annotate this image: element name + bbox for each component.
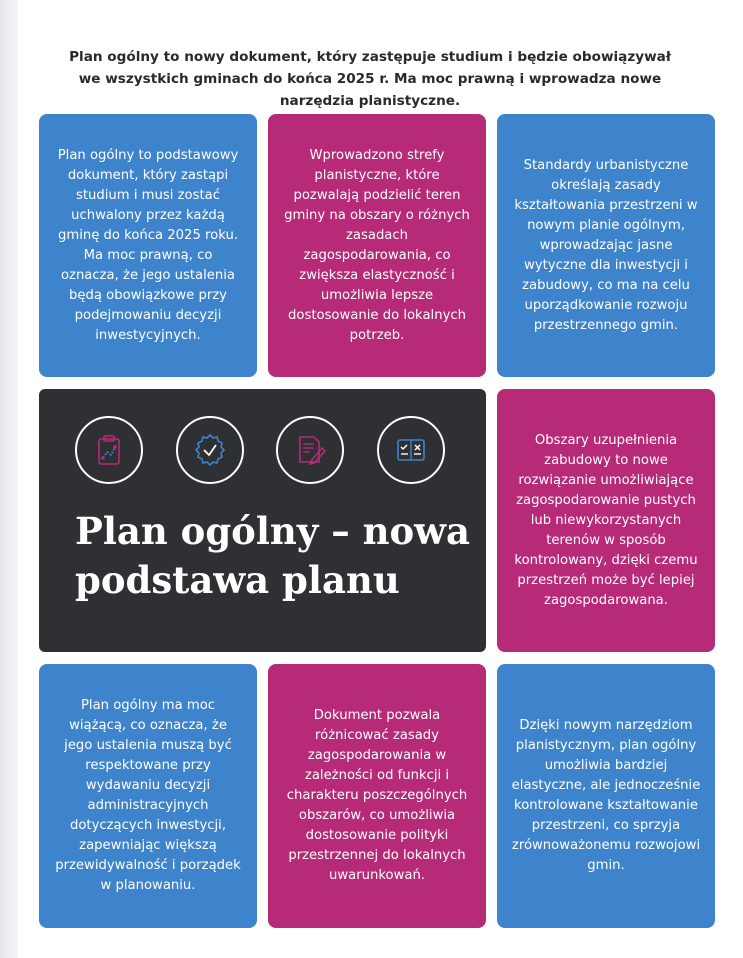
intro-text: Plan ogólny to nowy dokument, który zastępuje studium i będzie obowiązywał we wszystkich gminach do końca 2025 r. Ma moc prawną i wprowadza nowe narzędzia planistyczne. bbox=[69, 49, 671, 109]
card-text: Obszary uzupełnienia zabudowy to nowe rozwiązanie umożliwiające zagospodarowanie pustych lub niewykorzystanych terenów w sposób kontrolowany, dzięki czemu przestrzeń może być lepiej zagospodarowana. bbox=[514, 432, 698, 608]
card-differentiated-rules bbox=[268, 664, 486, 928]
card-text: Dzięki nowym narzędziom planistycznym, plan ogólny umożliwia bardziej elastyczne, ale jednocześnie kontrolowane kształtowanie przestrzeni, co sprzyja zrównoważonemu rozwojowi gmin. bbox=[511, 718, 701, 873]
page-edge bbox=[0, 0, 18, 958]
card-urban-standards bbox=[497, 114, 715, 377]
card-new-tools bbox=[497, 664, 715, 928]
card-planning-zones bbox=[268, 114, 486, 377]
card-text: Standardy urbanistyczne określają zasady kształtowania przestrzeni w nowym planie ogólnym, wprowadzając jasne wytyczne dla inwestycji i zabudowy, co ma na celu uporządkowanie rozwoju przestrzennego gmin. bbox=[514, 157, 698, 333]
card-binding-force bbox=[39, 664, 257, 928]
clipboard-plan-icon bbox=[75, 416, 143, 484]
card-plan-definition bbox=[39, 114, 257, 377]
hero-panel bbox=[39, 389, 486, 652]
approval-badge-icon bbox=[176, 416, 244, 484]
card-infill-areas bbox=[497, 389, 715, 652]
document-pencil-icon bbox=[276, 416, 344, 484]
checklist-board-icon bbox=[377, 416, 445, 484]
card-text: Plan ogólny ma moc wiążącą, co oznacza, że jego ustalenia muszą być respektowane przy wydawaniu decyzji administracyjnych dotyczących inwestycji, zapewniając większą przewidywalność i porządek w planowaniu. bbox=[55, 698, 241, 893]
card-text: Dokument pozwala różnicować zasady zagospodarowania w zależności od funkcji i charakteru poszczególnych obszarów, co umożliwia dostosowanie polityki przestrzennej do lokalnych uwarunkowań. bbox=[286, 708, 468, 883]
hero-title: Plan ogólny – nowa podstawa planu bbox=[75, 509, 470, 602]
card-text: Wprowadzono strefy planistyczne, które pozwalają podzielić teren gminy na obszary o różnych zasadach zagospodarowania, co zwiększa elastyczność i umożliwia lepsze dostosowanie do lokalnych potrzeb. bbox=[284, 147, 470, 343]
card-text: Plan ogólny to podstawowy dokument, który zastąpi studium i musi zostać uchwalony przez każdą gminę do końca 2025 roku. Ma moc prawną, co oznacza, że jego ustalenia będą obowiązkowe przy podejmowaniu decyzji inwestycyjnych. bbox=[57, 147, 239, 343]
